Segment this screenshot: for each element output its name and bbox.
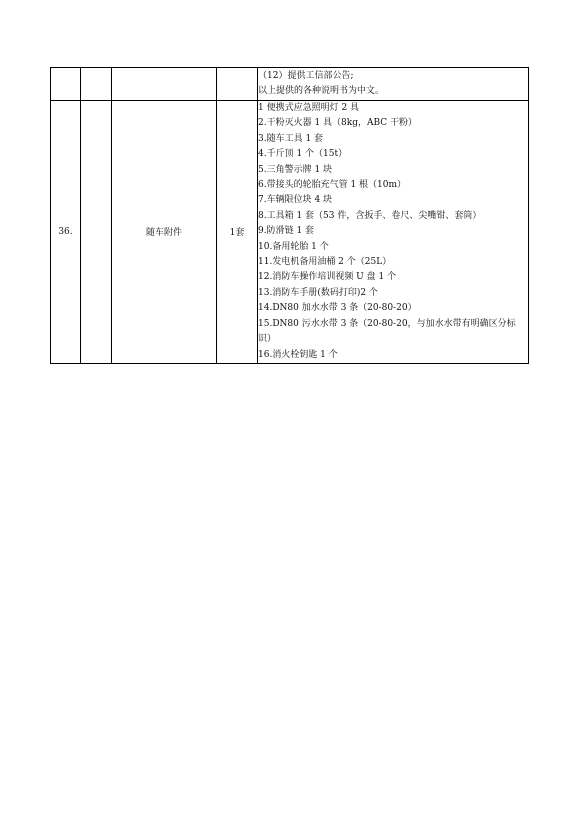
- cell-description: [258, 101, 529, 364]
- description-line: 2.干粉灭火器 1 具（8kg，ABC 干粉）: [258, 118, 418, 129]
- cell-number: [51, 68, 81, 101]
- description-line: 15.DN80 污水水带 3 条（20-80-20，与加水水带有明确区分标识）: [258, 318, 516, 345]
- cell-item-name: [112, 68, 217, 101]
- cell-blank: [81, 68, 112, 101]
- description-line: （12）提供工信部公告;: [258, 70, 354, 81]
- description-line: 1 便携式应急照明灯 2 具: [258, 103, 360, 113]
- description-line: 6.带接头的轮胎充气管 1 根（10m）: [258, 180, 407, 191]
- cell-number: 36.: [51, 101, 81, 364]
- cell-quantity: 1套: [217, 101, 258, 364]
- description-line: 4.千斤顶 1 个（15t）: [258, 149, 348, 160]
- description-line: 14.DN80 加水水带 3 条（20-80-20）: [258, 303, 417, 314]
- description-line: 以上提供的各种说明书为中文。: [258, 86, 385, 96]
- cell-description: [258, 68, 529, 101]
- description-line: 11.发电机备用油桶 2 个（25L）: [258, 257, 392, 268]
- cell-quantity: [217, 68, 258, 101]
- description-line: 12.消防车操作培训视频 U 盘 1 个: [258, 272, 397, 283]
- cell-blank: [81, 101, 112, 364]
- description-line: 7.车辆限位块 4 块: [258, 195, 333, 206]
- description-line: 10.备用轮胎 1 个: [258, 241, 329, 252]
- table-row-36: [51, 101, 529, 364]
- description-line: 3.随车工具 1 套: [258, 133, 324, 144]
- description-line: 8.工具箱 1 套（53 件，含扳手、卷尺、尖嘴钳、套筒）: [258, 210, 482, 221]
- table-row-previous: [51, 68, 529, 101]
- description-line: 16.消火栓钥匙 1 个: [258, 349, 338, 360]
- description-line: 5.三角警示牌 1 块: [258, 164, 333, 175]
- description-line: 13.消防车手册(数码打印)2 个: [258, 287, 378, 298]
- spec-table: [50, 67, 529, 364]
- cell-item-name: 随车附件: [112, 101, 217, 364]
- description-line: 9.防滑链 1 套: [258, 226, 315, 237]
